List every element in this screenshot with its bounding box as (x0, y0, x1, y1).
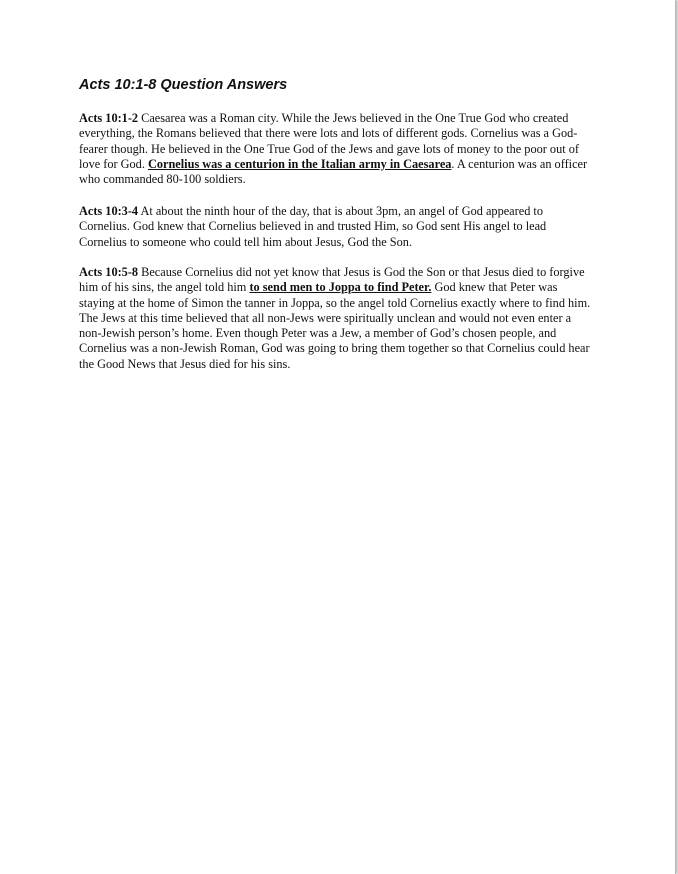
paragraph-text-continued: . A centurion was an officer who commanded 80-100 soldiers. (79, 156, 588, 187)
verse-reference: Acts 10:1-2 (79, 111, 139, 125)
paragraph-text-continued: God knew that Peter was staying at the home of Simon the tanner in Joppa, so the angel told Cornelius exactly where to find him. The Jews at this time believed that all non-Jews were spiritually unclean and would not even enter a non-Jewish person’s home. Even though Peter was a Jew, a member of God’s chosen people, and Cornelius was a non-Jewish Roman, God was going to bring them together so that Cornelius could hear the Good News that Jesus died for his sins. (79, 280, 591, 371)
paragraph-acts-10-3-4 (79, 204, 593, 250)
answer-highlight: to send men to Joppa to find Peter. (249, 280, 432, 295)
verse-reference: Acts 10:3-4 (79, 204, 139, 218)
page-title: Acts 10:1-8 Question Answers (79, 77, 288, 93)
paragraph-text: Caesarea was a Roman city. While the Jews believed in the One True God who created everything, the Romans believed that there were lots and lots of different gods. Cornelius was a God-fearer though. He believed in the One True God of the Jews and gave lots of money to the poor out of love for God. (79, 111, 579, 171)
verse-reference: Acts 10:5-8 (79, 265, 139, 279)
paragraph-acts-10-5-8 (79, 265, 593, 372)
paragraph-text: Because Cornelius did not yet know that Jesus is God the Son or that Jesus died to forgive him of his sins, the angel told him (79, 265, 585, 295)
answer-highlight: Cornelius was a centurion in the Italian army in Caesarea (147, 156, 452, 171)
paragraph-text: At about the ninth hour of the day, that is about 3pm, an angel of God appeared to Cornelius. God knew that Cornelius believed in and trusted Him, so God sent His angel to lead Cornelius to someone who could tell him about Jesus, God the Son. (79, 204, 547, 249)
paragraph-acts-10-1-2 (79, 111, 593, 187)
